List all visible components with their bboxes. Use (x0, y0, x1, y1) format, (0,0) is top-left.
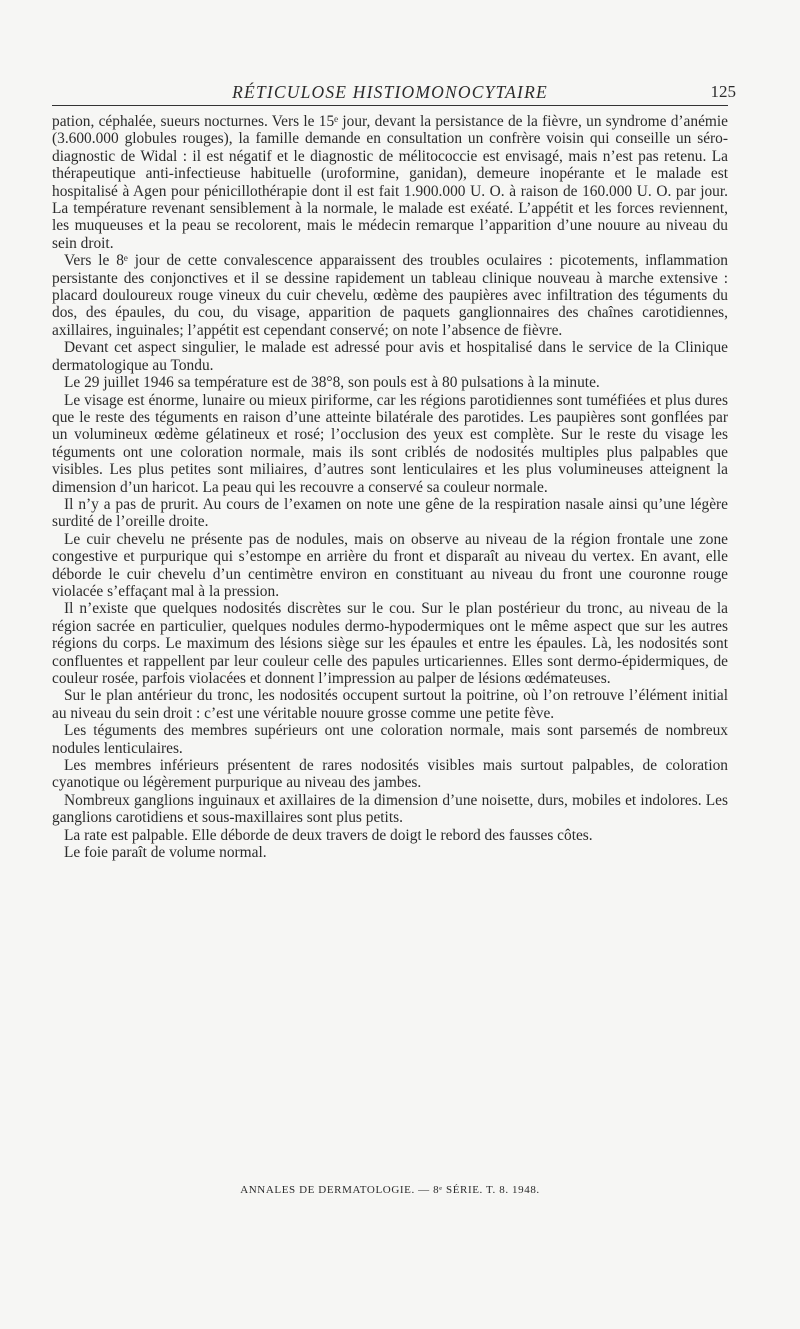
page-number: 125 (710, 82, 736, 101)
journal-citation: ANNALES DE DERMATOLOGIE. — 8ᵉ SÉRIE. T. 8. 1948. (240, 1184, 540, 1196)
paragraph: Il n’y a pas de prurit. Au cours de l’examen on note une gêne de la respiration nasale ainsi qu’une légère surdité de l’oreille droite. (52, 495, 728, 531)
paragraph: Vers le 8ᵉ jour de cette convalescence apparaissent des troubles oculaires : picotements, inflammation persistante des conjonctives et il se dessine rapidement un tableau clinique nouveau à marche extensive : placard douloureux rouge vineux du cuir chevelu, œdème des paupières avec infiltration des téguments du dos, des épaules, du cou, du visage, apparition de paquets ganglionnaires des chaînes carotidiennes, axillaires, inguinales; l’appétit est cependant conservé; on note l’absence de fièvre. (52, 252, 728, 339)
paragraph: Les téguments des membres supérieurs ont une coloration normale, mais sont parsemés de nombreux nodules lenticulaires. (52, 722, 728, 757)
paragraph: Sur le plan antérieur du tronc, les nodosités occupent surtout la poitrine, où l’on retrouve l’élément initial au niveau du sein droit : c’est une véritable nouure grosse comme une petite fève. (52, 687, 728, 722)
paragraph: Le visage est énorme, lunaire ou mieux piriforme, car les régions parotidiennes sont tuméfiées et plus dures que le reste des téguments en raison d’une atteinte bilatérale des parotides. Les paupières sont gonflées par un volumineux œdème gélatineux et rosé; l’occlusion des yeux est complète. Sur le reste du visage les téguments ont une coloration normale, mais ils sont criblés de nodosités multiples plus palpables que visibles. Les plus petites sont miliaires, d’autres sont lenticulaires et les plus volumineuses atteignent la dimension d’un haricot. La peau qui les recouvre a conservé sa couleur normale. (52, 391, 728, 496)
page-footer (52, 1184, 728, 1196)
paragraph: Les membres inférieurs présentent de rares nodosités visibles mais surtout palpables, de coloration cyanotique ou légèrement purpurique au niveau des jambes. (52, 757, 728, 792)
paragraph: pation, céphalée, sueurs nocturnes. Vers le 15ᵉ jour, devant la persistance de la fièvre, un syndrome d’anémie (3.600.000 globules rouges), la famille demande en consultation un confrère voisin qui conseille un séro-diagnostic de Widal : il est négatif et le diagnostic de mélitococcie est envisagé, mais n’est pas retenu. La thérapeutique anti-infectieuse habituelle (uroformine, ganidan), demeure inopérante et le malade est hospitalisé à Agen pour pénicillothérapie dont il est fait 1.900.000 U. O. à raison de 160.000 U. O. par jour. La température revenant sensiblement à la normale, le malade est exéaté. L’appétit et les forces reviennent, les muqueuses et la peau se recolorent, mais le médecin remarque l’apparition d’une nouure au niveau du sein droit. (52, 113, 728, 252)
body-text (52, 113, 728, 861)
page-header (52, 80, 736, 104)
paragraph: La rate est palpable. Elle déborde de deux travers de doigt le rebord des fausses côtes. (64, 826, 593, 844)
paragraph: Le 29 juillet 1946 sa température est de 38°8, son pouls est à 80 pulsations à la minute. (64, 374, 600, 392)
header-rule (52, 105, 728, 106)
paragraph: Il n’existe que quelques nodosités discrètes sur le cou. Sur le plan postérieur du tronc, au niveau de la région sacrée en particulier, quelques nodules dermo-hypodermiques ont le même aspect que sur les autres régions du corps. Le maximum des lésions siège sur les épaules et entre les épaules. Là, les nodosités sont confluentes et rappellent par leur couleur celle des papules urticariennes. Elles sont dermo-épidermiques, de couleur rosée, parfois violacées et donnent l’impression au palper de lésions œdémateuses. (52, 600, 728, 687)
paragraph: Nombreux ganglions inguinaux et axillaires de la dimension d’une noisette, durs, mobiles et indolores. Les ganglions carotidiens et sous-maxillaires sont plus petits. (52, 791, 728, 827)
paragraph: Le cuir chevelu ne présente pas de nodules, mais on observe au niveau de la région frontale une zone congestive et purpurique qui s’estompe en arrière du front et disparaît au niveau du vertex. En avant, elle déborde le cuir chevelu d’un centimètre environ en constituant au niveau du front une couronne rouge violacée s’effaçant mal à la pression. (52, 530, 728, 600)
running-title: RÉTICULOSE HISTIOMONOCYTAIRE (232, 82, 548, 102)
paragraph: Devant cet aspect singulier, le malade est adressé pour avis et hospitalisé dans le service de la Clinique dermatologique au Tondu. (52, 339, 728, 374)
paragraph: Le foie paraît de volume normal. (64, 844, 267, 862)
